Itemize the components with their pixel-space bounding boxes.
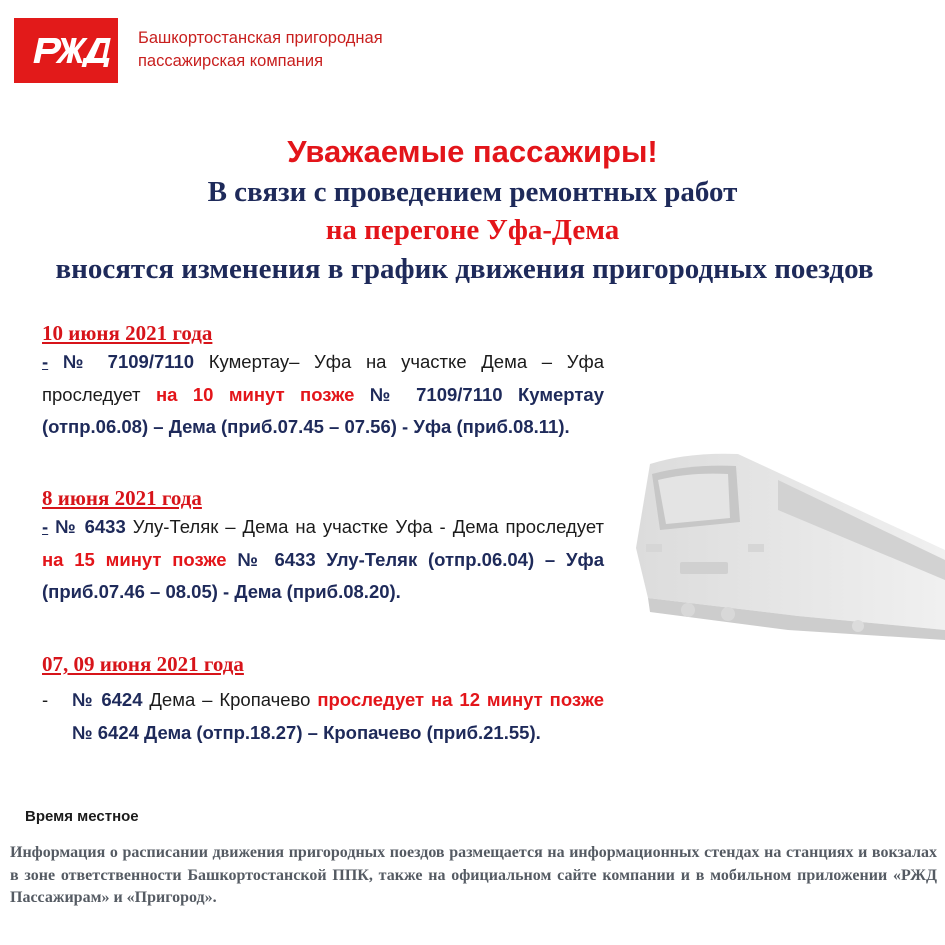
train-number: № 7109/7110 [62, 351, 195, 372]
route-text: Кумертау– Уфа на участке Дема – Уфа проследует [42, 351, 604, 405]
section-text [72, 684, 604, 749]
section-dash: - [42, 689, 49, 710]
heading-changes: вносятся изменения в график движения пригородных поездов [55, 253, 874, 285]
train-number: № 6433 [55, 516, 126, 537]
train-image [628, 440, 945, 645]
route-text: Дема – Кропачево [142, 689, 318, 710]
company-name [138, 27, 383, 73]
schedule-details: № 6424 Дема (отпр.18.27) – Кропачево (приб.21.55). [72, 721, 541, 743]
delay-text: на 10 минут позже [155, 383, 355, 405]
schedule-details: № 7109/7110 Кумертау (отпр.06.08) – Дема (приб.07.45 – 07.56) - Уфа (приб.08.11). [42, 383, 604, 437]
rzd-logo [14, 18, 118, 83]
info-paragraph: Информация о расписании движения пригородных поездов размещается на информационных стендах на станциях и вокзалах в зоне ответственности Башкортостанской ППК, также на официальном сайте компании и в мобильном приложении «РЖД Пассажирам» и «Пригород». [10, 844, 937, 906]
heading-reason: В связи с проведением ремонтных работ [207, 176, 738, 208]
company-name-line2: пассажирская компания [138, 52, 324, 70]
notice-section-3-body [72, 684, 604, 749]
heading-segment: на перегоне Уфа-Дема [325, 214, 620, 246]
notice-section-1 [42, 320, 604, 444]
delay-text: проследует на 12 минут позже [317, 689, 604, 710]
schedule-details: № 6433 Улу-Теляк (отпр.06.04) – Уфа (приб.07.46 – 08.05) - Дема (приб.08.20). [42, 548, 604, 602]
section-date: 8 июня 2021 года [42, 486, 202, 510]
heading-greeting: Уважаемые пассажиры! [287, 134, 658, 169]
notice-section-2 [42, 485, 604, 609]
section-dash: - [42, 351, 49, 372]
section-text [42, 511, 604, 609]
section-date: 07, 09 июня 2021 года [42, 652, 244, 676]
notice-section-3 [42, 651, 604, 677]
section-date: 10 июня 2021 года [42, 321, 213, 345]
delay-text: на 15 минут позже [42, 548, 227, 570]
section-text [42, 346, 604, 444]
section-dash: - [42, 516, 49, 537]
local-time-note: Время местное [25, 808, 139, 825]
route-text: Улу-Теляк – Дема на участке Уфа - Дема проследует [125, 516, 605, 537]
company-name-line1: Башкортостанская пригородная [138, 29, 383, 47]
rzd-logo-mark [14, 18, 118, 83]
train-number: № 6424 [72, 689, 143, 710]
